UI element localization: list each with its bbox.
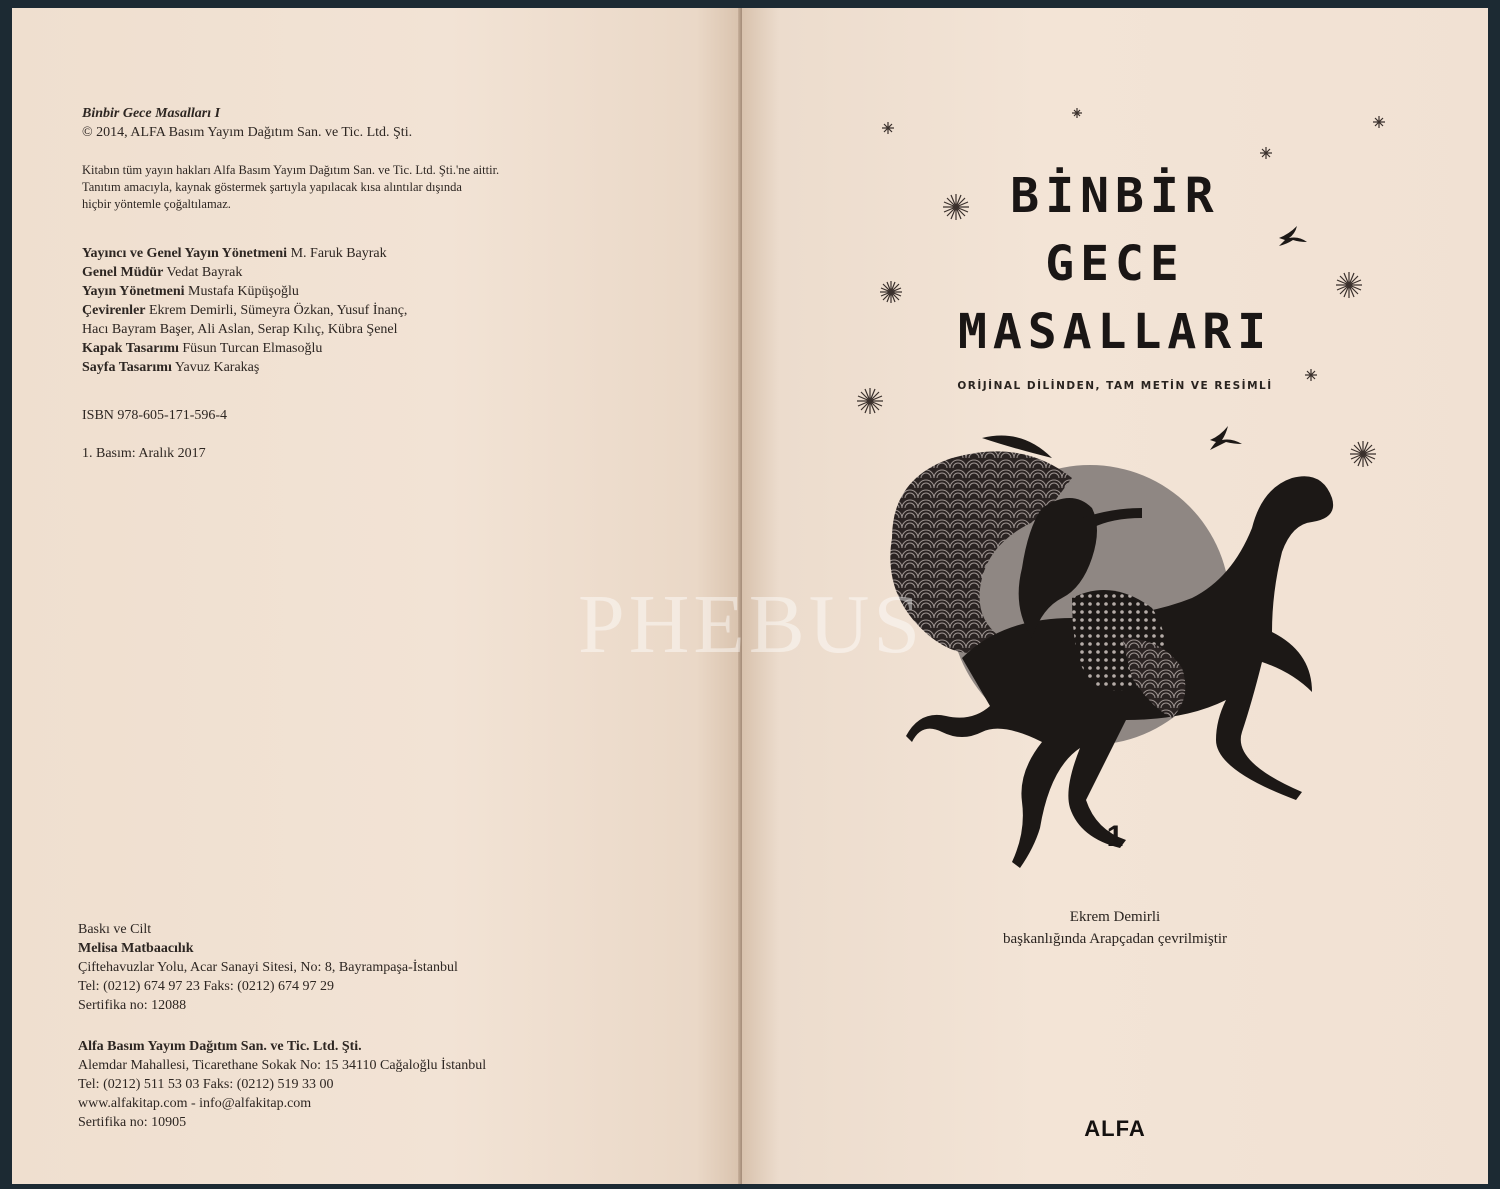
printer-address: Çiftehavuzlar Yolu, Acar Sanayi Sitesi, No: 8, Bayrampaşa-İstanbul [78,960,458,975]
publisher-contact-block [78,1037,486,1132]
edition: 1. Basım: Aralık 2017 [82,446,206,461]
rights-notice [82,162,499,213]
publisher-phone: Tel: (0212) 511 53 03 Faks: (0212) 519 33 00 [78,1077,334,1092]
publisher-address: Alemdar Mahallesi, Ticarethane Sokak No: 15 34110 Cağaloğlu İstanbul [78,1058,487,1073]
credit-name: M. Faruk Bayrak [290,246,387,261]
translator-note: başkanlığında Arapçadan çevrilmiştir [1002,931,1228,947]
credit-line [82,358,407,377]
publisher-web: www.alfakitap.com - info@alfakitap.com [78,1096,312,1111]
rights-line: Kitabın tüm yayın hakları Alfa Basım Yayım Dağıtım San. ve Tic. Ltd. Şti.'ne aittir. [82,163,500,177]
credit-name: Hacı Bayram Başer, Ali Aslan, Serap Kılıç, Kübra Şenel [82,322,398,337]
credit-name: Füsun Turcan Elmasoğlu [182,341,323,356]
horse-rider-moon-illustration [742,8,1488,1184]
translator-credit [742,906,1488,950]
publisher-cert: Sertifika no: 10905 [78,1115,187,1130]
copyright-line: © 2014, ALFA Basım Yayım Dağıtım San. ve Tic. Ltd. Şti. [82,125,413,140]
left-page-copyright [12,8,740,1184]
printer-name: Melisa Matbaacılık [78,941,194,956]
credit-role: Çevirenler [82,303,146,318]
credit-role: Sayfa Tasarımı [82,360,172,375]
title-line-3: MASALLARI [957,304,1273,360]
credit-role: Yayıncı ve Genel Yayın Yönetmeni [82,246,288,261]
credit-line [82,263,407,282]
publisher-name: Alfa Basım Yayım Dağıtım San. ve Tic. Ltd. Şti. [78,1039,362,1054]
publisher-logo: ALFA [1084,1116,1146,1141]
title-copyright-block [82,104,412,142]
isbn: ISBN 978-605-171-596-4 [82,408,228,423]
printer-heading: Baskı ve Cilt [78,922,152,937]
volume-number: 1 [1106,820,1124,853]
rights-line: Tanıtım amacıyla, kaynak göstermek şartıyla yapılacak kısa alıntılar dışında [82,180,462,194]
book-title-italic: Binbir Gece Masalları I [82,106,221,121]
credit-name: Mustafa Küpüşoğlu [188,284,299,299]
printer-block [78,920,458,1015]
credits-block [82,244,407,377]
watermark: PHEBUS [578,578,925,671]
credit-role: Genel Müdür [82,265,164,280]
credit-line [82,244,407,263]
printer-phone: Tel: (0212) 674 97 23 Faks: (0212) 674 97 29 [78,979,335,994]
right-page-title [742,8,1488,1184]
credit-line [82,320,407,339]
credit-line [82,339,407,358]
credit-line [82,282,407,301]
subtitle: ORİJİNAL DİLİNDEN, TAM METİN VE RESİMLİ [957,380,1273,392]
credit-role: Yayın Yönetmeni [82,284,185,299]
translator-name: Ekrem Demirli [1069,909,1161,925]
printer-cert: Sertifika no: 12088 [78,998,187,1013]
title-line-2: GECE [1045,236,1185,292]
title-line-1: BİNBİR [1010,168,1220,224]
credit-line [82,301,407,320]
credit-name: Vedat Bayrak [166,265,243,280]
credit-role: Kapak Tasarımı [82,341,179,356]
credit-name: Yavuz Karakaş [174,360,260,375]
credit-name: Ekrem Demirli, Sümeyra Özkan, Yusuf İnanç, [149,303,408,318]
rights-line: hiçbir yöntemle çoğaltılamaz. [82,197,231,211]
